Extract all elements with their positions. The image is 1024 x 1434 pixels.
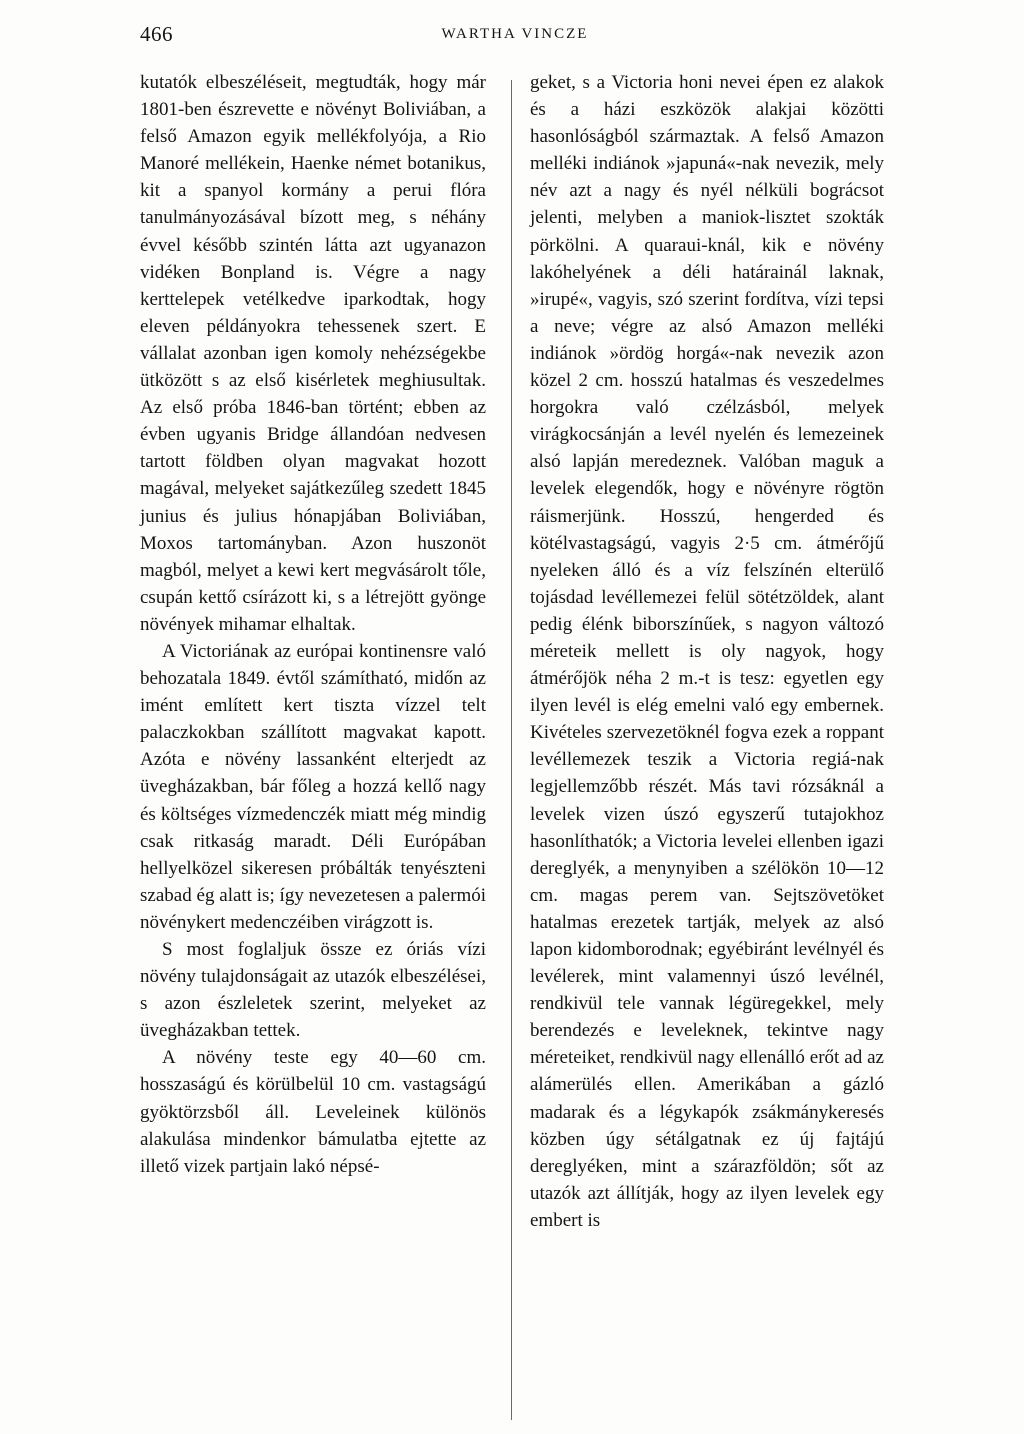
column-divider [511,80,512,1420]
paragraph: A Victoriának az európai kontinensre való behozatala 1849. évtől számítható, midőn az imént említett kert tiszta vízzel telt palaczkokban szállított magvakat kapott. Azóta e növény lassanként elterjedt az üvegházakban, bár főleg a hozzá kellő nagy és költséges vízmedenczék miatt még mindig csak ritkaság maradt. Déli Európában hellyelközel sikeresen próbálták tenyészteni szabad ég alatt is; így nevezetesen a palermói növénykert medenczéiben virágzott is. [140,640,486,933]
paragraph: S most foglaljuk össze ez óriás vízi növény tulajdonságait az utazók elbeszélései, s azon észleletek szerint, melyeket az üvegházakban tettek. [140,939,486,1042]
paragraph: kutatók elbeszéléseit, megtudták, hogy már 1801-ben észrevette e növényt Boliviában, a felső Amazon egyik mellékfolyója, a Rio Manoré mellékein, Haenke német botanikus, kit a spanyol kormány a perui flóra tanulmányozásával bízott meg, s néhány évvel később szintén látta azt ugyanazon vidéken Bonpland is. Végre a nagy kerttelepek vetélkedve iparkodtak, hogy eleven példányokra tehessenek szert. E vállalat azonban igen komoly nehézségekbe ütközött s az első kisérletek meghiusultak. Az első próba 1846-ban történt; ebben az évben ugyanis Bridge állandóan nedvesen tartott földben olyan magvakat hozott magával, melyeket sajátkezűleg szedett 1845 junius és julius hónapjában Boliviában, Moxos tartományban. Azon huszonöt magból, melyet a kewi kert megvásárolt tőle, csupán kettő csírázott ki, s a létrejött gyönge növények mihamar elhaltak. [140,72,486,635]
right-column [530,69,884,1234]
paragraph: geket, s a Victoria honi nevei épen ez alakok és a házi eszközök alakjai közötti hasonlóságból származtak. A felső Amazon melléki indiánok »japuná«-nak nevezik, mely név azt a nagy és nyél nélküli bográcsot jelenti, melyben a maniok-lisztet szokták pörkölni. A quaraui-knál, kik e növény lakóhelyének a déli határainál laknak, »irupé«, vagyis, szó szerint fordítva, vízi tepsi a neve; végre az alsó Amazon melléki indiánok »ördög horgá«-nak nevezik azon közel 2 cm. hosszú hatalmas és veszedelmes horgokra való czélzásból, melyek virágkocsánján a levél nyelén és lemezeinek alsó lapján meredeznek. Valóban maguk a levelek elegendők, hogy e növényre rögtön ráismerjünk. Hosszú, hengerded és kötélvastagságú, vagyis 2·5 cm. átmérőjű nyeleken álló és a víz felszínén elterülő tojásdad levéllemezei felül sötétzöldek, alant pedig élénk biborszínűek, s nagyon változó méreteik mellett is oly nagyok, hogy átmérőjök néha 2 m.-t is tesz: egyetlen egy ilyen levél is elég emelni való egy embernek. Kivételes szervezetöknél fogva ezek a roppant levéllemezek teszik a Victoria regiá-nak legjellemzőbb részét. Más tavi rózsáknál a levelek vizen úszó egyszerű tutajokhoz hasonlíthatók; a Victoria levelei ellenben igazi dereglyék, a menynyiben a szélökön 10—12 cm. magas perem van. Sejtszövetöket hatalmas erezetek tartják, melyek az alsó lapon kidomborodnak; egyébiránt levélnyél és levélerek, mint valamennyi úszó levélnél, rendkivül tele vannak légüregekkel, mely berendezés e leveleknek, tekintve nagy méreteiket, rendkivül nagy ellenálló erőt ad az alámerülés ellen. Amerikában a gázló madarak és a légykapók zsákmánykeresés közben úgy sétálgatnak ez új fajtájú dereglyéken, mint a szárazföldön; sőt az utazók azt állítják, hogy az ilyen levelek egy embert is [530,72,884,1231]
page-header [140,22,890,52]
left-column [140,69,486,1180]
paragraph: A növény teste egy 40—60 cm. hosszaságú és körülbelül 10 cm. vastagságú gyöktörzsből áll. Leveleinek különös alakulása mindenkor bámulatba ejtette az illető vizek partjain lakó népsé- [140,1047,486,1177]
running-head: WARTHA VINCZE [441,26,589,42]
page-number: 466 [140,22,173,46]
